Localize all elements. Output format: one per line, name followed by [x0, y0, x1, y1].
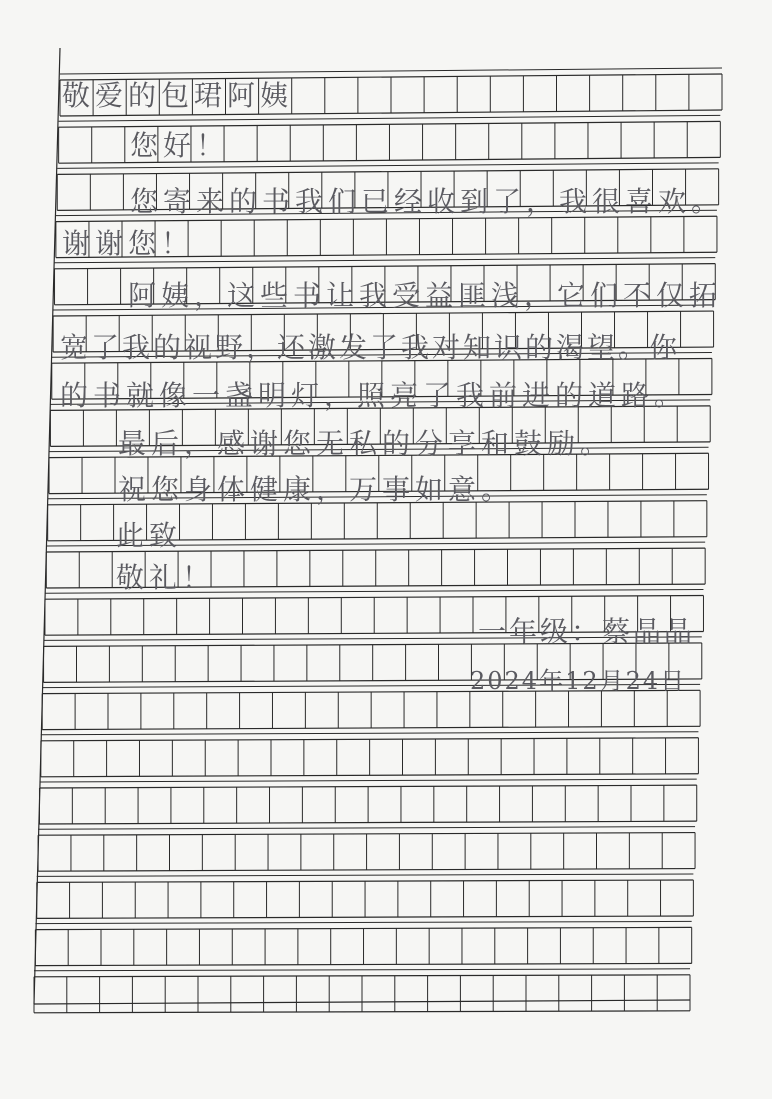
row-rule	[37, 874, 694, 876]
row-rule	[34, 969, 690, 971]
row-rule	[39, 779, 696, 782]
salutation: 敬爱的包珺阿姨	[62, 79, 294, 112]
body-line-2: 谢谢您！	[62, 227, 195, 260]
date: 2024年12月24日	[470, 666, 687, 695]
body-line-7: 祝您身体健康，万事如意。	[118, 473, 515, 506]
row-rule	[38, 827, 695, 830]
body-line-3: 阿姨，这些书让我受益匪浅，它们不仅拓	[128, 279, 723, 312]
body-line-4: 宽了我的视野，还激发了我对知识的渴望。你	[60, 331, 681, 364]
body-line-1: 您寄来的书我们已经收到了，我很喜欢。	[130, 185, 725, 218]
body-line-6: 最后，感谢您无私的分享和鼓励。	[118, 427, 614, 460]
closing-2: 敬礼！	[116, 561, 216, 594]
greeting: 您好！	[130, 129, 230, 162]
closing-1: 此致	[116, 519, 183, 552]
body-line-5: 的书就像一盏明灯，照亮了我前进的道路。	[60, 379, 688, 412]
row-rule	[35, 921, 691, 923]
signature: 一年级：蔡晶晶	[478, 615, 696, 648]
row-rule	[59, 115, 721, 121]
row-rule	[41, 732, 699, 735]
